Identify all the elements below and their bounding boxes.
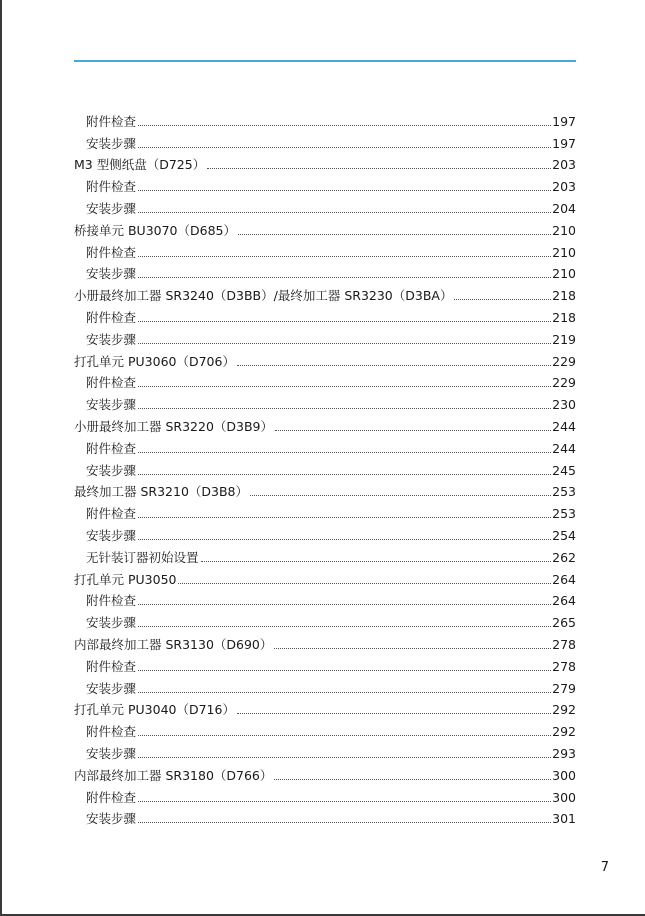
toc-dot-leader (237, 712, 551, 714)
toc-dot-leader (138, 603, 551, 605)
toc-entry-page: 292 (552, 724, 576, 740)
toc-dot-leader (274, 778, 551, 780)
toc-subsection-entry[interactable] (74, 717, 576, 739)
toc-dot-leader (138, 669, 551, 671)
toc-entry-title: 无针装订器初始设置 (86, 549, 199, 565)
toc-entry-page: 210 (552, 266, 576, 282)
toc-entry-title: 附件检查 (86, 440, 137, 456)
toc-entry-title: 安装步骤 (86, 811, 137, 827)
toc-entry-title: 安装步骤 (86, 135, 137, 151)
toc-entry-page: 197 (552, 113, 576, 129)
toc-dot-leader (178, 582, 551, 584)
toc-dot-leader (237, 364, 551, 366)
toc-entry-page: 244 (552, 440, 576, 456)
toc-subsection-entry[interactable] (74, 521, 576, 543)
toc-dot-leader (201, 560, 552, 562)
toc-subsection-entry[interactable] (74, 783, 576, 805)
toc-section-entry[interactable] (74, 216, 576, 238)
toc-dot-leader (138, 124, 551, 126)
toc-entry-title: 附件检查 (86, 113, 137, 129)
toc-dot-leader (138, 385, 551, 387)
toc-entry-title: 安装步骤 (86, 745, 137, 761)
toc-entry-title: 安装步骤 (86, 615, 137, 631)
toc-entry-page: 278 (552, 658, 576, 674)
toc-subsection-entry[interactable] (74, 303, 576, 325)
toc-entry-title: 桥接单元 BU3070（D685） (74, 222, 236, 238)
toc-subsection-entry[interactable] (74, 805, 576, 827)
toc-section-entry[interactable] (74, 630, 576, 652)
page-number: 7 (600, 860, 609, 875)
toc-entry-page: 279 (552, 680, 576, 696)
toc-dot-leader (138, 756, 551, 758)
toc-dot-leader (138, 821, 551, 823)
toc-entry-page: 245 (552, 462, 576, 478)
toc-section-entry[interactable] (74, 151, 576, 173)
toc-entry-page: 293 (552, 745, 576, 761)
toc-dot-leader (454, 298, 551, 300)
toc-entry-page: 244 (552, 418, 576, 434)
toc-dot-leader (138, 255, 551, 257)
toc-entry-page: 301 (552, 811, 576, 827)
page-edge-left (0, 0, 2, 916)
toc-dot-leader (138, 691, 551, 693)
toc-dot-leader (138, 211, 551, 213)
toc-entry-page: 278 (552, 636, 576, 652)
toc-subsection-entry[interactable] (74, 434, 576, 456)
toc-entry-page: 210 (552, 244, 576, 260)
toc-subsection-entry[interactable] (74, 129, 576, 151)
toc-dot-leader (138, 276, 551, 278)
toc-subsection-entry[interactable] (74, 456, 576, 478)
toc-entry-page: 230 (552, 397, 576, 413)
toc-entry-page: 300 (552, 789, 576, 805)
toc-subsection-entry[interactable] (74, 390, 576, 412)
toc-entry-page: 197 (552, 135, 576, 151)
toc-entry-page: 265 (552, 615, 576, 631)
toc-dot-leader (207, 167, 551, 169)
toc-entry-title: 附件检查 (86, 658, 137, 674)
toc-dot-leader (138, 320, 551, 322)
toc-subsection-entry[interactable] (74, 369, 576, 391)
toc-section-entry[interactable] (74, 565, 576, 587)
toc-entry-title: 附件检查 (86, 724, 137, 740)
toc-dot-leader (138, 342, 551, 344)
toc-entry-title: 附件检查 (86, 309, 137, 325)
toc-dot-leader (250, 494, 551, 496)
toc-subsection-entry[interactable] (74, 543, 576, 565)
toc-section-entry[interactable] (74, 412, 576, 434)
toc-section-entry[interactable] (74, 478, 576, 500)
toc-section-entry[interactable] (74, 761, 576, 783)
header-rule (74, 60, 576, 62)
toc-dot-leader (275, 429, 551, 431)
toc-entry-page: 229 (552, 375, 576, 391)
toc-dot-leader (138, 625, 551, 627)
toc-section-entry[interactable] (74, 696, 576, 718)
toc-subsection-entry[interactable] (74, 260, 576, 282)
toc-subsection-entry[interactable] (74, 587, 576, 609)
toc-entry-page: 292 (552, 702, 576, 718)
toc-dot-leader (138, 189, 551, 191)
toc-entry-page: 203 (552, 179, 576, 195)
toc-entry-title: 附件检查 (86, 506, 137, 522)
toc-entry-title: 安装步骤 (86, 527, 137, 543)
toc-subsection-entry[interactable] (74, 608, 576, 630)
toc-entry-page: 218 (552, 309, 576, 325)
toc-dot-leader (274, 647, 551, 649)
toc-dot-leader (138, 146, 551, 148)
table-of-contents (74, 107, 576, 826)
toc-entry-page: 210 (552, 222, 576, 238)
toc-entry-title: 打孔单元 PU3040（D716） (74, 702, 235, 718)
toc-subsection-entry[interactable] (74, 238, 576, 260)
toc-dot-leader (238, 233, 551, 235)
toc-entry-title: 附件检查 (86, 179, 137, 195)
toc-entry-page: 300 (552, 767, 576, 783)
toc-entry-page: 262 (552, 549, 576, 565)
toc-entry-title: 安装步骤 (86, 266, 137, 282)
toc-entry-title: 打孔单元 PU3060（D706） (74, 353, 235, 369)
toc-entry-title: 附件检查 (86, 789, 137, 805)
toc-section-entry[interactable] (74, 347, 576, 369)
toc-entry-title: 最终加工器 SR3210（D3B8） (74, 484, 249, 500)
toc-dot-leader (138, 473, 551, 475)
toc-entry-title: 附件检查 (86, 593, 137, 609)
toc-entry-page: 253 (552, 484, 576, 500)
toc-entry-title: 小册最终加工器 SR3240（D3BB）/最终加工器 SR3230（D3BA） (74, 288, 453, 304)
toc-entry-page: 253 (552, 506, 576, 522)
toc-entry-title: 附件检查 (86, 244, 137, 260)
toc-subsection-entry[interactable] (74, 172, 576, 194)
toc-subsection-entry[interactable] (74, 194, 576, 216)
toc-entry-page: 203 (552, 157, 576, 173)
toc-entry-page: 264 (552, 571, 576, 587)
toc-entry-page: 204 (552, 200, 576, 216)
toc-entry-page: 254 (552, 527, 576, 543)
toc-entry-title: 安装步骤 (86, 200, 137, 216)
toc-section-entry[interactable] (74, 281, 576, 303)
toc-subsection-entry[interactable] (74, 107, 576, 129)
toc-entry-title: 小册最终加工器 SR3220（D3B9） (74, 418, 274, 434)
toc-entry-page: 218 (552, 288, 576, 304)
toc-dot-leader (138, 407, 551, 409)
toc-dot-leader (138, 800, 551, 802)
toc-entry-page: 229 (552, 353, 576, 369)
toc-dot-leader (138, 451, 551, 453)
toc-subsection-entry[interactable] (74, 499, 576, 521)
toc-entry-title: M3 型侧纸盘（D725） (74, 157, 206, 173)
toc-subsection-entry[interactable] (74, 652, 576, 674)
toc-dot-leader (138, 734, 551, 736)
toc-entry-title: 安装步骤 (86, 331, 137, 347)
toc-entry-title: 内部最终加工器 SR3180（D766） (74, 767, 273, 783)
toc-entry-title: 内部最终加工器 SR3130（D690） (74, 636, 273, 652)
toc-subsection-entry[interactable] (74, 325, 576, 347)
toc-subsection-entry[interactable] (74, 739, 576, 761)
toc-entry-page: 264 (552, 593, 576, 609)
toc-entry-page: 219 (552, 331, 576, 347)
toc-entry-title: 安装步骤 (86, 680, 137, 696)
toc-entry-title: 安装步骤 (86, 462, 137, 478)
toc-dot-leader (138, 538, 551, 540)
toc-dot-leader (138, 516, 551, 518)
toc-entry-title: 附件检查 (86, 375, 137, 391)
toc-entry-title: 安装步骤 (86, 397, 137, 413)
toc-subsection-entry[interactable] (74, 674, 576, 696)
toc-entry-title: 打孔单元 PU3050 (74, 571, 177, 587)
